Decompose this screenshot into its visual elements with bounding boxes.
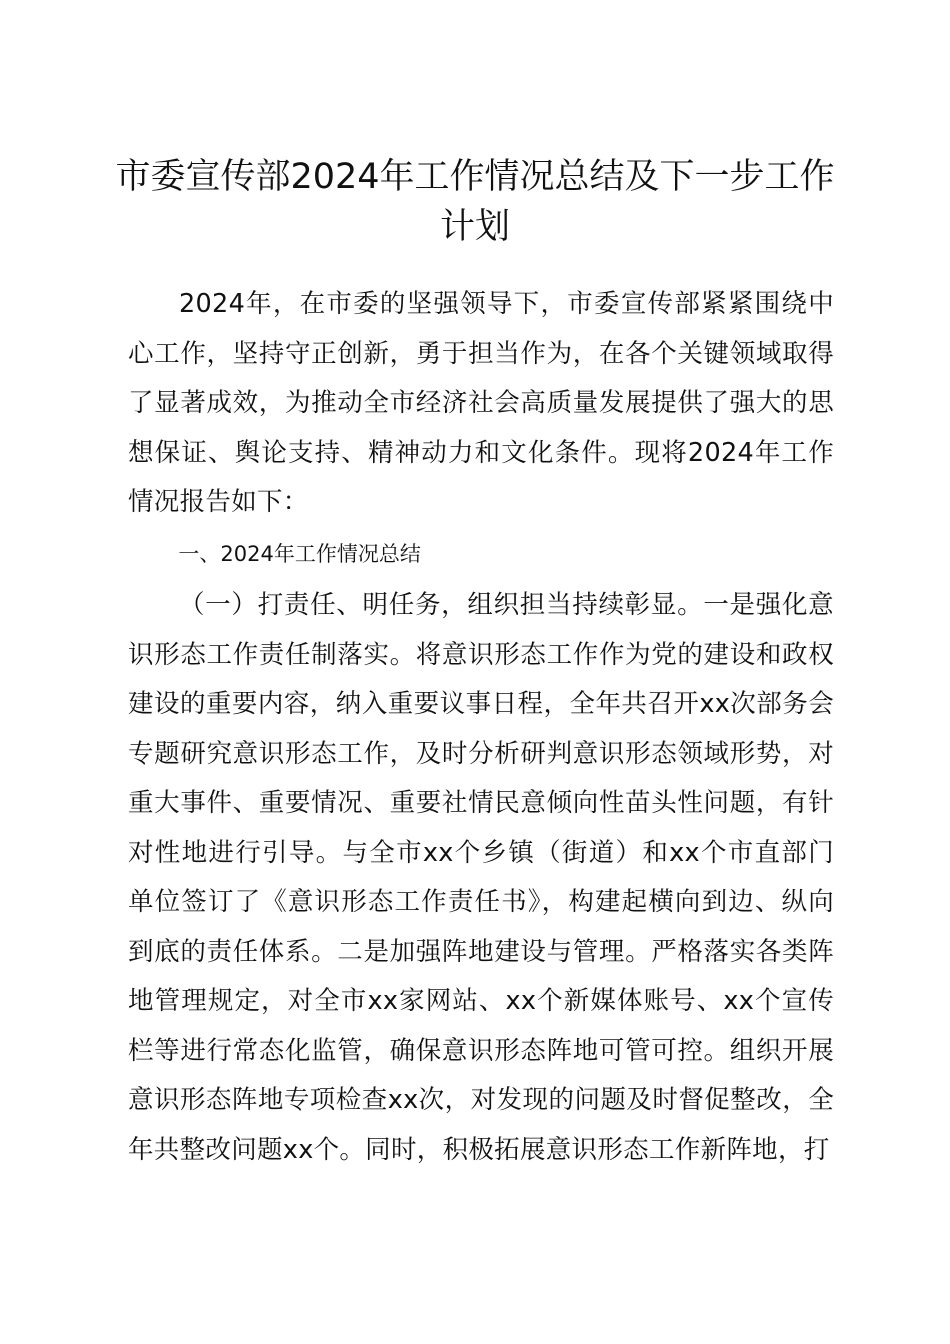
document-body — [128, 280, 834, 1175]
document-title: 市委宣传部2024年工作情况总结及下一步工作计划 — [115, 157, 835, 247]
section-paragraph: （一）打责任、明任务，组织担当持续彰显。一是强化意识形态工作责任制落实。将意识形态工作作为党的建设和政权建设的重要内容，纳入重要议事日程，全年共召开xx次部务会专题研究意识形态工作，及时分析研判意识形态领域形势，对重大事件、重要情况、重要社情民意倾向性苗头性问题，有针对性地进行引导。与全市xx个乡镇（街道）和xx个市直部门单位签订了《意识形态工作责任书》，构建起横向到边、纵向到底的责任体系。二是加强阵地建设与管理。严格落实各类阵地管理规定，对全市xx家网站、xx个新媒体账号、xx个宣传栏等进行常态化监管，确保意识形态阵地可管可控。组织开展意识形态阵地专项检查xx次，对发现的问题及时督促整改，全年共整改问题xx个。同时，积极拓展意识形态工作新阵地，打 — [128, 590, 834, 1165]
intro-paragraph: 2024年，在市委的坚强领导下，市委宣传部紧紧围绕中心工作，坚持守正创新，勇于担当作为，在各个关键领域取得了显著成效，为推动全市经济社会高质量发展提供了强大的思想保证、舆论支持、精神动力和文化条件。现将2024年工作情况报告如下： — [128, 289, 834, 517]
section-heading: 一、2024年工作情况总结 — [178, 541, 421, 566]
